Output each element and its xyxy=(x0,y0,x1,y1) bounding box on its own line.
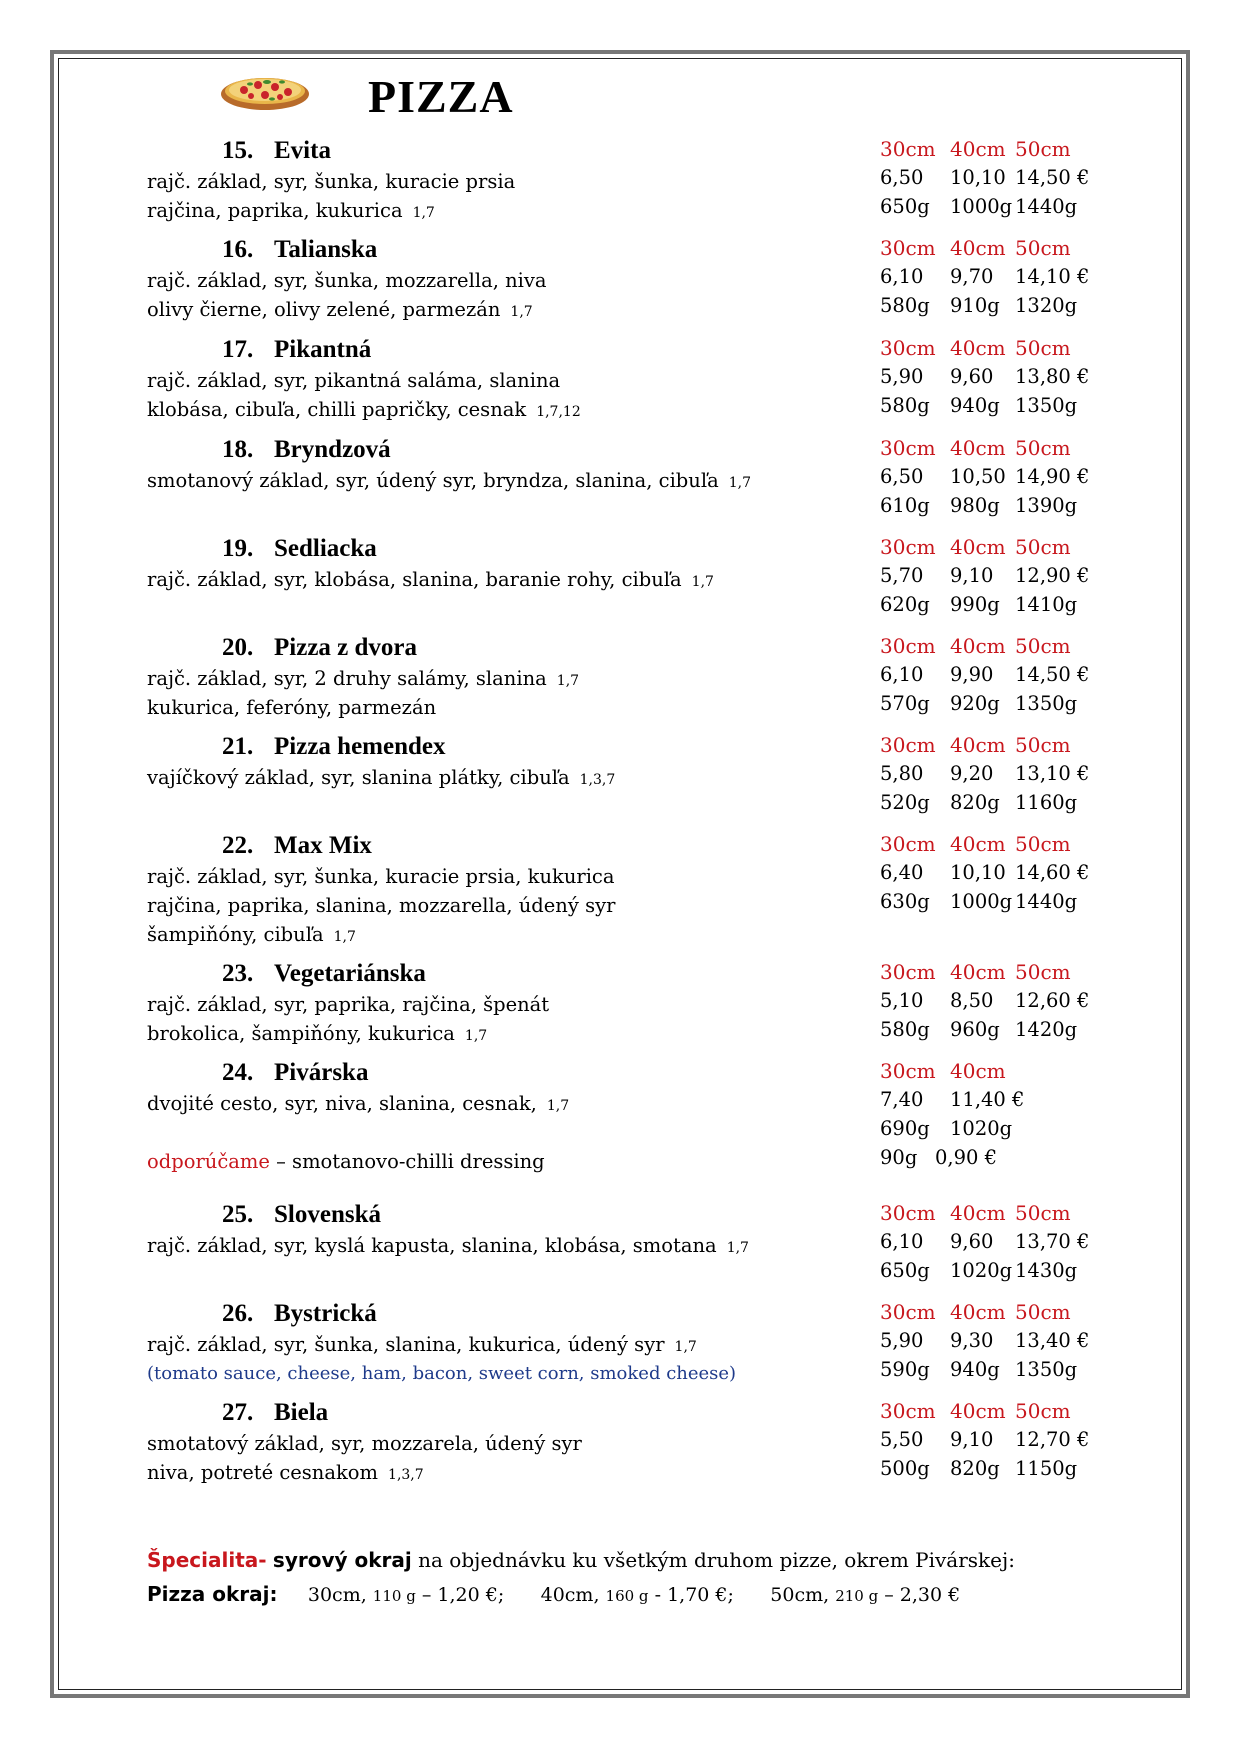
weight-value: 610g xyxy=(880,494,930,517)
item-name xyxy=(222,1300,377,1328)
item-title: Biela xyxy=(274,1399,329,1426)
weight-value: 1390g xyxy=(1015,494,1078,517)
price-value: 10,10 xyxy=(950,861,1006,884)
recommendation-label: odporúčame xyxy=(147,1150,270,1173)
ingredient-line xyxy=(147,891,615,920)
item-name xyxy=(222,137,331,165)
item-number: 15. xyxy=(222,137,254,164)
item-name xyxy=(222,634,417,662)
item-title: Slovenská xyxy=(274,1201,381,1228)
ingredient-line xyxy=(147,395,581,424)
price-value: 9,20 xyxy=(950,762,994,785)
size-label: 50cm xyxy=(1015,137,1071,161)
item-description xyxy=(147,366,581,424)
ingredient-text: rajčina, paprika, slanina, mozzarella, údený syr xyxy=(147,894,616,917)
price-value: 6,40 xyxy=(880,861,924,884)
price-value: 6,50 xyxy=(880,166,924,189)
ingredient-line xyxy=(147,565,714,594)
ingredient-text: niva, potreté cesnakom xyxy=(147,1461,379,1484)
weight-value: 1150g xyxy=(1015,1457,1078,1480)
weight-value: 940g xyxy=(950,1358,1000,1381)
item-description xyxy=(147,1330,736,1388)
weight-value: 980g xyxy=(950,494,1000,517)
item-title: Pizza hemendex xyxy=(274,733,446,760)
ingredient-text: rajč. základ, syr, paprika, rajčina, špenát xyxy=(147,993,550,1016)
weight-value: 910g xyxy=(950,294,1000,317)
allergen-codes: 1,7 xyxy=(333,929,356,945)
allergen-codes: 1,7 xyxy=(726,1240,749,1256)
price-value: 9,60 xyxy=(950,365,994,388)
allergen-codes: 1,7 xyxy=(674,1339,697,1355)
item-description xyxy=(147,990,549,1048)
item-description xyxy=(147,763,615,792)
item-number: 16. xyxy=(222,236,254,263)
item-number: 18. xyxy=(222,436,254,463)
ingredient-text: šampiňóny, cibuľa xyxy=(147,923,324,946)
ingredient-text: smotanový základ, syr, údený syr, bryndza, slanina, cibuľa xyxy=(147,469,719,492)
item-name xyxy=(222,436,391,464)
price-value: 7,40 xyxy=(880,1088,924,1111)
item-name xyxy=(222,832,372,860)
size-label: 30cm xyxy=(880,535,936,559)
price-value: 9,90 xyxy=(950,663,994,686)
crust-option: 30cm, 110 g – 1,20 €; xyxy=(307,1584,505,1606)
weight-value: 690g xyxy=(880,1117,930,1140)
weight-value: 1020g xyxy=(950,1117,1013,1140)
size-label: 40cm xyxy=(950,1300,1006,1324)
item-description xyxy=(147,266,547,324)
size-label: 50cm xyxy=(1015,236,1071,260)
ingredient-text: kukurica, feferóny, parmezán xyxy=(147,696,437,719)
item-description xyxy=(147,1429,582,1487)
weight-value: 500g xyxy=(880,1457,930,1480)
item-title: Bystrická xyxy=(274,1300,377,1327)
weight-value: 1410g xyxy=(1015,593,1078,616)
crust-option: 40cm, 160 g - 1,70 €; xyxy=(540,1584,734,1606)
size-label: 30cm xyxy=(880,733,936,757)
price-value: 5,90 xyxy=(880,365,924,388)
ingredient-line xyxy=(147,664,579,693)
weight-value: 990g xyxy=(950,593,1000,616)
price-value: 9,30 xyxy=(950,1329,994,1352)
allergen-codes: 1,7 xyxy=(510,304,533,320)
size-label: 50cm xyxy=(1015,336,1071,360)
size-label: 30cm xyxy=(880,960,936,984)
size-label: 50cm xyxy=(1015,960,1071,984)
price-value: 5,50 xyxy=(880,1428,924,1451)
price-value: 14,50 € xyxy=(1015,166,1090,189)
item-name xyxy=(222,960,426,988)
item-number: 17. xyxy=(222,336,254,363)
weight-value: 1430g xyxy=(1015,1259,1078,1282)
ingredient-text: rajč. základ, syr, 2 druhy salámy, slanina xyxy=(147,667,547,690)
price-value: 6,10 xyxy=(880,663,924,686)
ingredient-line xyxy=(147,1019,549,1048)
weight-value: 1020g xyxy=(950,1259,1013,1282)
size-label: 30cm xyxy=(880,634,936,658)
size-label: 40cm xyxy=(950,236,1006,260)
weight-value: 1440g xyxy=(1015,890,1078,913)
ingredient-text: rajč. základ, syr, šunka, kuracie prsia, kukurica xyxy=(147,865,615,888)
size-label: 50cm xyxy=(1015,634,1071,658)
allergen-codes: 1,7 xyxy=(546,1098,570,1114)
weight-value: 820g xyxy=(950,791,1000,814)
item-description xyxy=(147,664,579,722)
price-value: 9,10 xyxy=(950,1428,994,1451)
size-label: 30cm xyxy=(880,236,936,260)
size-label: 30cm xyxy=(880,832,936,856)
item-description xyxy=(147,167,515,225)
item-name xyxy=(222,236,377,264)
ingredient-line xyxy=(147,1089,569,1118)
weight-value: 1420g xyxy=(1015,1018,1078,1041)
size-label: 30cm xyxy=(880,1201,936,1225)
ingredient-line xyxy=(147,990,549,1019)
allergen-codes: 1,3,7 xyxy=(579,772,616,788)
price-value: 9,70 xyxy=(950,265,994,288)
size-label: 40cm xyxy=(950,832,1006,856)
weight-value: 1350g xyxy=(1015,394,1078,417)
item-title: Vegetariánska xyxy=(274,960,426,987)
ingredient-text: smotatový základ, syr, mozzarela, údený syr xyxy=(147,1432,582,1455)
size-label: 50cm xyxy=(1015,535,1071,559)
size-label: 50cm xyxy=(1015,1399,1071,1423)
price-value: 12,90 € xyxy=(1015,564,1090,587)
price-value: 9,10 xyxy=(950,564,994,587)
price-value: 13,70 € xyxy=(1015,1230,1090,1253)
weight-value: 1160g xyxy=(1015,791,1078,814)
size-label: 40cm xyxy=(950,634,1006,658)
ingredient-line xyxy=(147,1458,582,1487)
specialty-text: na objednávku ku všetkým druhom pizze, okrem Pivárskej: xyxy=(418,1548,1015,1572)
size-label: 50cm xyxy=(1015,436,1071,460)
item-name xyxy=(222,1201,381,1229)
allergen-codes: 1,7 xyxy=(691,574,714,590)
size-label: 40cm xyxy=(950,436,1006,460)
price-value: 9,60 xyxy=(950,1230,994,1253)
crust-option: 50cm, 210 g – 2,30 € xyxy=(770,1584,961,1606)
weight-value: 1350g xyxy=(1015,1358,1078,1381)
size-label: 50cm xyxy=(1015,1300,1071,1324)
specialty-note xyxy=(147,1548,1015,1572)
ingredient-text: dvojité cesto, syr, niva, slanina, cesnak, xyxy=(147,1092,537,1115)
item-number: 26. xyxy=(222,1300,254,1327)
ingredient-line xyxy=(147,196,515,225)
weight-value: 960g xyxy=(950,1018,1000,1041)
size-label: 40cm xyxy=(950,137,1006,161)
item-number: 24. xyxy=(222,1059,254,1086)
price-value: 5,90 xyxy=(880,1329,924,1352)
size-label: 40cm xyxy=(950,336,1006,360)
item-description xyxy=(147,565,714,594)
size-label: 30cm xyxy=(880,1399,936,1423)
weight-value: 570g xyxy=(880,692,930,715)
price-value: 6,50 xyxy=(880,465,924,488)
item-name xyxy=(222,1399,328,1427)
price-value: 5,80 xyxy=(880,762,924,785)
ingredient-text: rajč. základ, syr, šunka, kuracie prsia xyxy=(147,170,516,193)
item-number: 22. xyxy=(222,832,254,859)
ingredient-text: rajč. základ, syr, kyslá kapusta, slanina, klobása, smotana xyxy=(147,1234,717,1257)
weight-value: 1000g xyxy=(950,195,1013,218)
item-title: Bryndzová xyxy=(274,436,391,463)
pizza-icon xyxy=(220,70,310,112)
price-value: 13,10 € xyxy=(1015,762,1090,785)
price-value: 5,70 xyxy=(880,564,924,587)
recommendation-weight: 90g xyxy=(880,1146,918,1169)
price-value: 14,60 € xyxy=(1015,861,1090,884)
size-label: 50cm xyxy=(1015,1201,1071,1225)
price-value: 6,10 xyxy=(880,1230,924,1253)
weight-value: 520g xyxy=(880,791,930,814)
item-name xyxy=(222,336,371,364)
ingredient-line xyxy=(147,1330,736,1359)
size-label: 30cm xyxy=(880,1059,936,1083)
item-description xyxy=(147,466,751,495)
allergen-codes: 1,7 xyxy=(412,205,435,221)
recommendation-price: 0,90 € xyxy=(935,1146,998,1169)
ingredient-line xyxy=(147,920,615,949)
weight-value: 1320g xyxy=(1015,294,1078,317)
page-title: PIZZA xyxy=(368,71,514,122)
item-title: Pivárska xyxy=(274,1059,369,1086)
ingredient-line xyxy=(147,1231,749,1260)
item-name xyxy=(222,535,377,563)
allergen-codes: 1,7 xyxy=(728,475,751,491)
ingredient-line xyxy=(147,763,615,792)
size-label: 50cm xyxy=(1015,832,1071,856)
weight-value: 580g xyxy=(880,294,930,317)
price-value: 6,10 xyxy=(880,265,924,288)
item-title: Max Mix xyxy=(274,832,372,859)
price-value: 5,10 xyxy=(880,989,924,1012)
weight-value: 650g xyxy=(880,1259,930,1282)
weight-value: 620g xyxy=(880,593,930,616)
recommendation-text: – smotanovo-chilli dressing xyxy=(276,1150,545,1173)
weight-value: 920g xyxy=(950,692,1000,715)
allergen-codes: 1,3,7 xyxy=(388,1467,424,1483)
item-title: Sedliacka xyxy=(274,535,377,562)
size-label: 40cm xyxy=(950,733,1006,757)
weight-value: 1350g xyxy=(1015,692,1078,715)
price-value: 14,10 € xyxy=(1015,265,1090,288)
item-number: 25. xyxy=(222,1201,254,1228)
specialty-label: Špecialita- xyxy=(147,1548,267,1572)
size-label: 40cm xyxy=(950,535,1006,559)
weight-value: 650g xyxy=(880,195,930,218)
ingredient-line xyxy=(147,862,615,891)
item-description xyxy=(147,862,615,949)
weight-value: 940g xyxy=(950,394,1000,417)
weight-value: 580g xyxy=(880,394,930,417)
ingredient-line xyxy=(147,466,751,495)
ingredient-text: rajč. základ, syr, pikantná saláma, slanina xyxy=(147,369,561,392)
ingredient-line xyxy=(147,366,581,395)
price-value: 8,50 xyxy=(950,989,994,1012)
size-label: 40cm xyxy=(950,960,1006,984)
size-label: 30cm xyxy=(880,336,936,360)
allergen-codes: 1,7 xyxy=(556,673,580,689)
ingredient-text: rajč. základ, syr, šunka, mozzarella, niva xyxy=(147,269,547,292)
item-number: 27. xyxy=(222,1399,254,1426)
price-value: 12,60 € xyxy=(1015,989,1090,1012)
weight-value: 580g xyxy=(880,1018,930,1041)
ingredient-text: rajčina, paprika, kukurica xyxy=(147,199,403,222)
price-value: 11,40 € xyxy=(950,1088,1025,1111)
weight-value: 630g xyxy=(880,890,930,913)
item-number: 20. xyxy=(222,634,254,661)
english-translation: (tomato sauce, cheese, ham, bacon, sweet corn, smoked cheese) xyxy=(147,1363,737,1384)
ingredient-text: rajč. základ, syr, šunka, slanina, kukurica, údený syr xyxy=(147,1333,665,1356)
item-description xyxy=(147,1231,749,1260)
price-value: 13,40 € xyxy=(1015,1329,1090,1352)
ingredient-line xyxy=(147,266,547,295)
ingredient-text: olivy čierne, olivy zelené, parmezán xyxy=(147,298,501,321)
price-value: 12,70 € xyxy=(1015,1428,1090,1451)
ingredient-line xyxy=(147,693,579,722)
item-number: 21. xyxy=(222,733,254,760)
ingredient-line xyxy=(147,295,547,324)
item-title: Evita xyxy=(274,137,331,164)
item-description xyxy=(147,1089,569,1176)
item-name xyxy=(222,1059,368,1087)
price-value: 14,50 € xyxy=(1015,663,1090,686)
ingredient-text: klobása, cibuľa, chilli papričky, cesnak xyxy=(147,398,527,421)
allergen-codes: 1,7 xyxy=(464,1028,488,1044)
item-number: 19. xyxy=(222,535,254,562)
crust-prices xyxy=(147,1582,990,1606)
ingredient-text: vajíčkový základ, syr, slanina plátky, cibuľa xyxy=(147,766,570,789)
ingredient-text: brokolica, šampiňóny, kukurica xyxy=(147,1022,455,1045)
size-label: 30cm xyxy=(880,436,936,460)
size-label: 50cm xyxy=(1015,733,1071,757)
allergen-codes: 1,7,12 xyxy=(536,404,581,420)
size-label: 40cm xyxy=(950,1201,1006,1225)
ingredient-line xyxy=(147,167,515,196)
size-label: 40cm xyxy=(950,1059,1006,1083)
item-title: Talianska xyxy=(274,236,378,263)
item-title: Pizza z dvora xyxy=(274,634,418,661)
price-value: 10,50 xyxy=(950,465,1006,488)
price-value: 13,80 € xyxy=(1015,365,1090,388)
item-number: 23. xyxy=(222,960,254,987)
ingredient-text: rajč. základ, syr, klobása, slanina, baranie rohy, cibuľa xyxy=(147,568,682,591)
weight-value: 820g xyxy=(950,1457,1000,1480)
size-label: 30cm xyxy=(880,1300,936,1324)
ingredient-line xyxy=(147,1429,582,1458)
item-title: Pikantná xyxy=(274,336,372,363)
size-label: 40cm xyxy=(950,1399,1006,1423)
weight-value: 1440g xyxy=(1015,195,1078,218)
size-label: 30cm xyxy=(880,137,936,161)
price-value: 10,10 xyxy=(950,166,1006,189)
weight-value: 1000g xyxy=(950,890,1013,913)
recommendation-line xyxy=(147,1147,569,1176)
specialty-highlight: syrový okraj xyxy=(272,1548,412,1572)
crust-label: Pizza okraj: xyxy=(147,1582,278,1606)
price-value: 14,90 € xyxy=(1015,465,1090,488)
weight-value: 590g xyxy=(880,1358,930,1381)
item-name xyxy=(222,733,445,761)
